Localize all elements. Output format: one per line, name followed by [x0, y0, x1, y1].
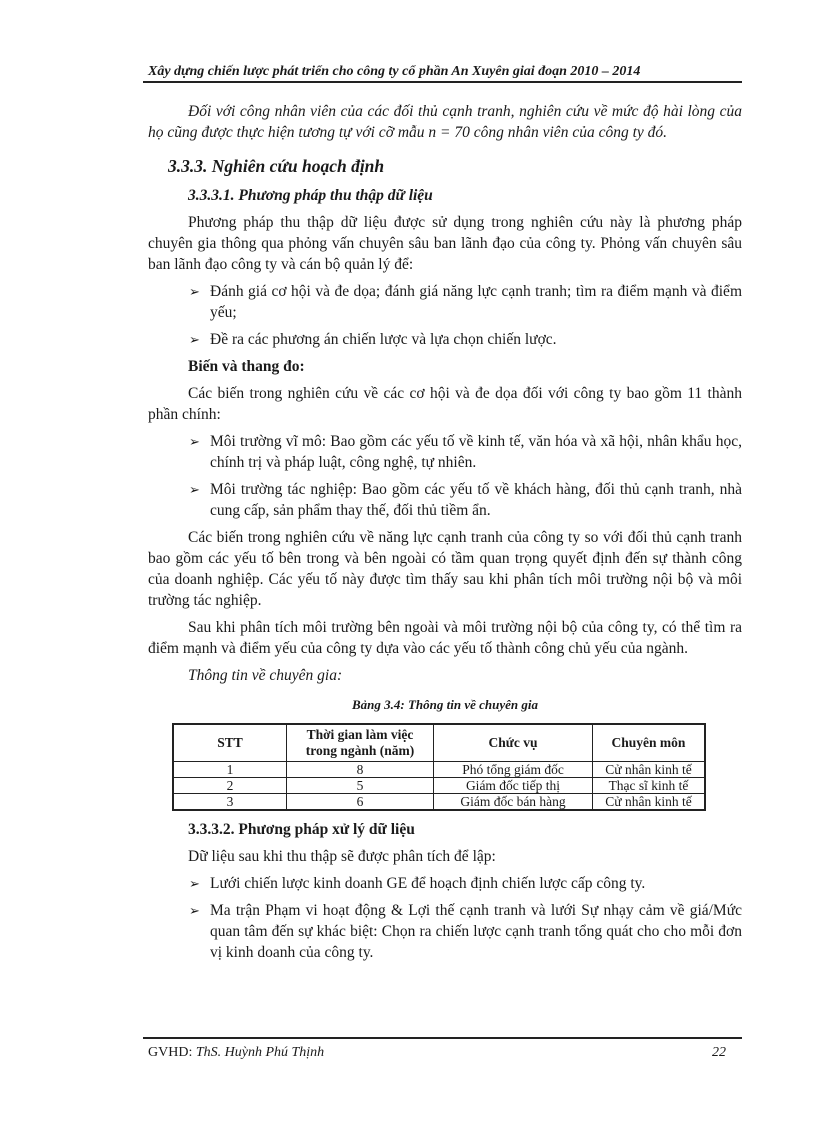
- variables-heading: Biến và thang đo:: [188, 358, 305, 375]
- experts-table: [172, 723, 706, 811]
- list-item: ➢ Lưới chiến lược kinh doanh GE để hoạch định chiến lược cấp công ty.: [189, 875, 646, 892]
- page-number: 22: [712, 1045, 726, 1060]
- list-item: ➢ Môi trường vĩ mô: Bao gồm các yếu tố về kinh tế, văn hóa và xã hội, nhân khẩu học, chính trị và pháp luật, công nghệ, tự nhiên.: [189, 433, 742, 471]
- advisor-name: ThS. Huỳnh Phú Thịnh: [195, 1045, 325, 1060]
- running-header: Xây dựng chiến lược phát triển cho công ty cổ phần An Xuyên giai đoạn 2010 – 2014: [148, 64, 641, 79]
- footer-rule: [143, 1037, 742, 1039]
- paragraph-processing: Dữ liệu sau khi thu thập sẽ được phân tích để lập:: [188, 848, 496, 865]
- bullet-list-1: [148, 281, 742, 350]
- paragraph-swot: Sau khi phân tích môi trường bên ngoài và môi trường nội bộ của công ty, có thể tìm ra điểm mạnh và điểm yếu của công ty dựa vào các yếu tố thành công chủ yếu của ngành.: [148, 619, 742, 657]
- column-header-position: Chức vụ: [434, 724, 593, 762]
- list-item: ➢ Đề ra các phương án chiến lược và lựa chọn chiến lược.: [189, 331, 557, 348]
- experts-label: Thông tin về chuyên gia:: [188, 667, 343, 684]
- arrow-bullet-icon: ➢: [189, 876, 200, 891]
- intro-paragraph: Đối với công nhân viên của các đối thủ cạnh tranh, nghiên cứu về mức độ hài lòng của họ cũng được thực hiện tương tự với cỡ mẫu n = 70 công nhân viên của công ty đó.: [148, 103, 742, 141]
- column-header-stt: STT: [173, 724, 287, 762]
- list-item: ➢ Đánh giá cơ hội và đe dọa; đánh giá năng lực cạnh tranh; tìm ra điểm mạnh và điểm yếu;: [189, 283, 742, 321]
- arrow-bullet-icon: ➢: [189, 903, 200, 918]
- header-rule: [143, 81, 742, 83]
- bullet-list-3: [148, 873, 742, 963]
- list-item: ➢ Ma trận Phạm vi hoạt động & Lợi thế cạnh tranh và lưới Sự nhạy cảm về giá/Mức quan tâm đến sự khác biệt: Chọn ra chiến lược cạnh tranh tổng quát cho cho mỗi đơn vị kinh doanh của công ty.: [189, 902, 742, 961]
- bullet-list-2: [148, 431, 742, 521]
- subsection-heading-2: 3.3.3.2. Phương pháp xử lý dữ liệu: [188, 821, 415, 838]
- footer-advisor: GVHD: ThS. Huỳnh Phú Thịnh: [148, 1045, 325, 1060]
- paragraph-method: Phương pháp thu thập dữ liệu được sử dụng trong nghiên cứu này là phương pháp chuyên gia thông qua phỏng vấn chuyên sâu ban lãnh đạo của công ty. Phỏng vấn chuyên sâu ban lãnh đạo công ty và cán bộ quản lý để:: [148, 214, 742, 273]
- column-header-specialty: Chuyên môn: [593, 724, 706, 762]
- arrow-bullet-icon: ➢: [189, 482, 200, 497]
- paragraph-competitiveness: Các biến trong nghiên cứu về năng lực cạnh tranh của công ty so với đối thủ cạnh tranh bao gồm các yếu tố bên trong và bên ngoài có tầm quan trọng quyết định đến sự thành công của doanh nghiệp. Các yếu tố này được tìm thấy sau khi phân tích môi trường nội bộ và môi trường tác nghiệp.: [148, 529, 742, 609]
- subsection-heading-1: 3.3.3.1. Phương pháp thu thập dữ liệu: [188, 187, 433, 204]
- table-header-row: [173, 724, 705, 762]
- table-row: 3 6 Giám đốc bán hàng Cử nhân kinh tế: [173, 794, 705, 811]
- arrow-bullet-icon: ➢: [189, 332, 200, 347]
- section-heading: 3.3.3. Nghiên cứu hoạch định: [168, 156, 385, 176]
- page-body: [148, 101, 742, 963]
- arrow-bullet-icon: ➢: [189, 434, 200, 449]
- list-item: ➢ Môi trường tác nghiệp: Bao gồm các yếu tố về khách hàng, đối thủ cạnh tranh, nhà cung cấp, sản phẩm thay thế, đối thủ tiềm ẩn.: [189, 481, 742, 519]
- table-caption: Bảng 3.4: Thông tin về chuyên gia: [352, 697, 538, 712]
- paragraph-variables: Các biến trong nghiên cứu về các cơ hội và đe dọa đối với công ty bao gồm 11 thành phần chính:: [148, 385, 742, 423]
- table-row: 1 8 Phó tổng giám đốc Cử nhân kinh tế: [173, 762, 705, 778]
- arrow-bullet-icon: ➢: [189, 284, 200, 299]
- column-header-years: Thời gian làm việc trong ngành (năm): [287, 724, 434, 762]
- table-row: 2 5 Giám đốc tiếp thị Thạc sĩ kinh tế: [173, 778, 705, 794]
